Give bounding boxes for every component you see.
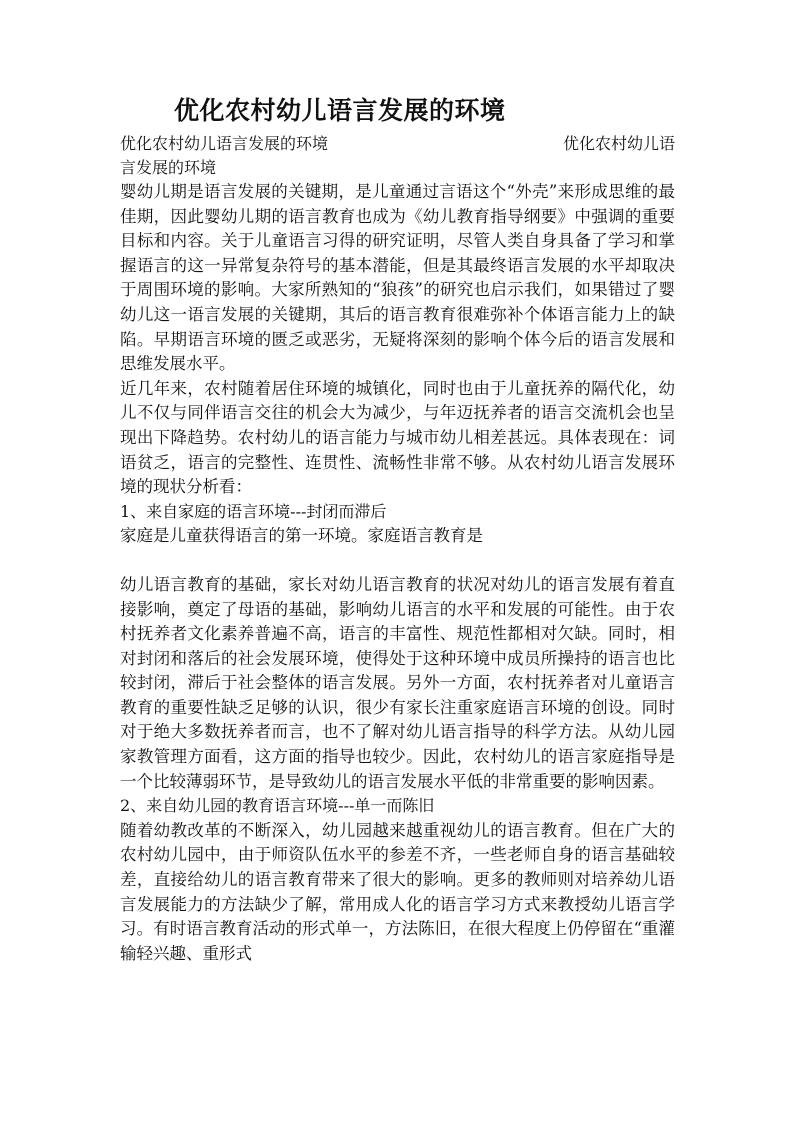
subtitle-continuation: 言发展的环境 — [120, 158, 217, 177]
paragraph-1: 婴幼儿期是语言发展的关键期，是儿童通过言语这个“外壳”来形成思维的最佳期，因此婴幼儿期的语言教育也成为《幼儿教育指导纲要》中强调的重要目标和内容。关于儿童语言习得的研究证明，尽管人类自身具备了学习和掌握语言的这一异常复杂符号的基本潜能，但是其最终语言发展的水平却取决于周围环境的影响。大家所熟知的“狼孩”的研究也启示我们，如果错过了婴幼儿这一语言发展的关键期，其后的语言教育很难弥补个体语言能力上的缺陷。早期语言环境的匮乏或恶劣，无疑将深刻的影响个体今后的语言发展和思维发展水平。 — [120, 182, 675, 374]
subtitle-right: 优化农村幼儿语 — [562, 134, 675, 153]
paragraph-4: 幼儿语言教育的基础，家长对幼儿语言教育的状况对幼儿的语言发展有着直接影响，奠定了母语的基础，影响幼儿语言的水平和发展的可能性。由于农村抚养者文化素养普遍不高，语言的丰富性、规范性都相对欠缺。同时，相对封闭和落后的社会发展环境，使得处于这种环境中成员所操持的语言也比较封闭，滞后于社会整体的语言发展。另外一方面，农村抚养者对儿童语言教育的重要性缺乏足够的认识，很少有家长注重家庭语言环境的创设。同时对于绝大多数抚养者而言，也不了解对幼儿语言指导的科学方法。从幼儿园家教管理方面看，这方面的指导也较少。因此，农村幼儿的语言家庭指导是一个比较薄弱环节，是导致幼儿的语言发展水平低的非常重要的影响因素。 — [120, 574, 675, 791]
paragraph-3: 家庭是儿童获得语言的第一环境。家庭语言教育是 — [120, 526, 483, 546]
subtitle-block — [120, 132, 675, 180]
section-heading-2: 2、来自幼儿园的教育语言环境---单一而陈旧 — [120, 796, 435, 816]
paragraph-2: 近几年来，农村随着居住环境的城镇化，同时也由于儿童抚养的隔代化，幼儿不仅与同伴语言交往的机会大为减少，与年迈抚养者的语言交流机会也呈现出下降趋势。农村幼儿的语言能力与城市幼儿相差甚远。具体表现在：词语贫乏，语言的完整性、连贯性、流畅性非常不够。从农村幼儿语言发展环境的现状分析看： — [120, 378, 675, 497]
section-heading-1: 1、来自家庭的语言环境---封闭而滞后 — [120, 501, 387, 521]
blank-line — [120, 549, 675, 573]
paragraph-5: 随着幼教改革的不断深入，幼儿园越来越重视幼儿的语言教育。但在广大的农村幼儿园中，由于师资队伍水平的参差不齐，一些老师自身的语言基础较差，直接给幼儿的语言教育带来了很大的影响。更多的教师则对培养幼儿语言发展能力的方法缺少了解，常用成人化的语言学习方式来教授幼儿语言学习。有时语言教育活动的形式单一，方法陈旧，在很大程度上仍停留在“重灌输轻兴趣、重形式 — [120, 820, 675, 963]
document-page — [120, 94, 675, 966]
document-title: 优化农村幼儿语言发展的环境 — [174, 96, 506, 125]
subtitle-left: 优化农村幼儿语言发展的环境 — [120, 134, 329, 153]
